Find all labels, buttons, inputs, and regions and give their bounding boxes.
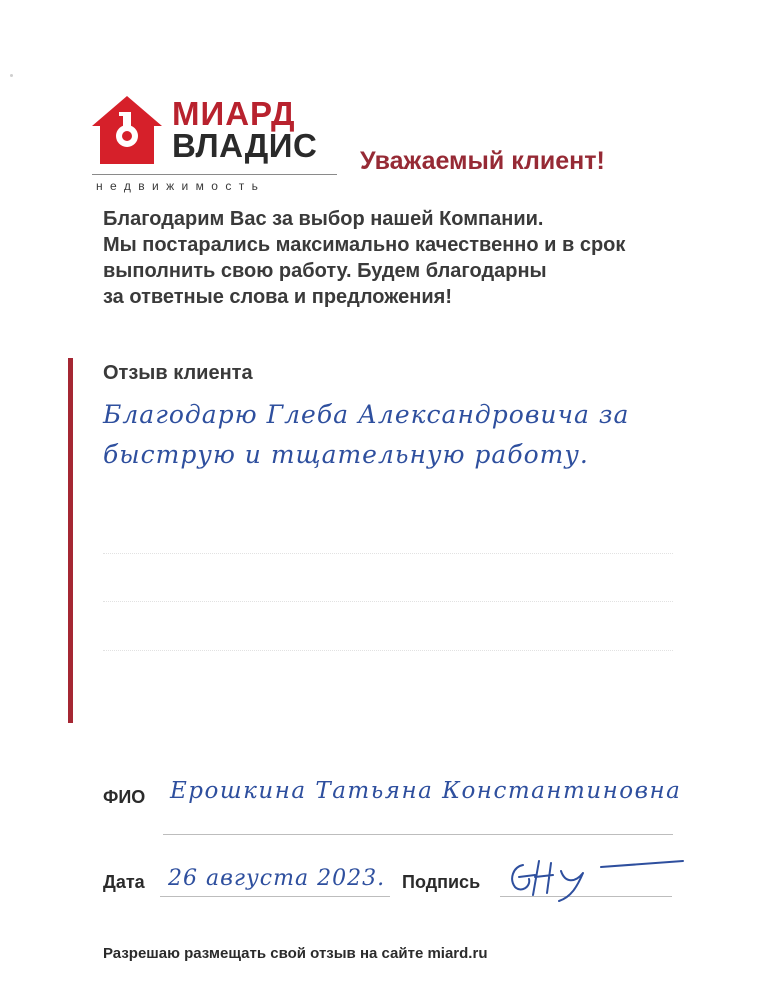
brand-name-line2: ВЛАДИС bbox=[172, 127, 318, 164]
date-value: 26 августа 2023. bbox=[168, 866, 386, 891]
brand-name-line1: МИАРД bbox=[172, 95, 296, 132]
house-key-icon bbox=[92, 96, 162, 164]
date-label: Дата bbox=[103, 872, 145, 892]
intro-line: за ответные слова и предложения! bbox=[103, 286, 452, 308]
publication-consent: Разрешаю размещать свой отзыв на сайте miard.ru bbox=[103, 945, 488, 962]
date-underline bbox=[160, 896, 390, 897]
review-section-title: Отзыв клиента bbox=[103, 362, 253, 384]
review-accent-bar bbox=[68, 358, 73, 723]
intro-line: Благодарим Вас за выбор нашей Компании. bbox=[103, 208, 544, 230]
review-handwritten-line: быструю и тщательную работу. bbox=[103, 440, 589, 469]
review-dotted-line bbox=[103, 650, 673, 651]
fio-underline bbox=[163, 834, 673, 835]
greeting-heading: Уважаемый клиент! bbox=[360, 147, 605, 175]
intro-line: Мы постарались максимально качественно и в срок bbox=[103, 234, 626, 256]
fio-label: ФИО bbox=[103, 787, 146, 807]
paper-speck bbox=[10, 74, 13, 77]
intro-text bbox=[103, 206, 663, 310]
company-logo bbox=[92, 96, 337, 194]
signature-mark bbox=[505, 853, 685, 905]
review-handwritten-line: Благодарю Глеба Александровича за bbox=[103, 400, 630, 429]
fio-value: Ерошкина Татьяна Константиновна bbox=[170, 778, 682, 804]
review-dotted-line bbox=[103, 553, 673, 554]
signature-label: Подпись bbox=[402, 872, 481, 892]
logo-divider bbox=[92, 174, 337, 175]
intro-line: выполнить свою работу. Будем благодарны bbox=[103, 260, 547, 282]
review-text bbox=[103, 395, 703, 475]
logo-tagline: недвижимость bbox=[96, 179, 266, 193]
review-dotted-line bbox=[103, 601, 673, 602]
